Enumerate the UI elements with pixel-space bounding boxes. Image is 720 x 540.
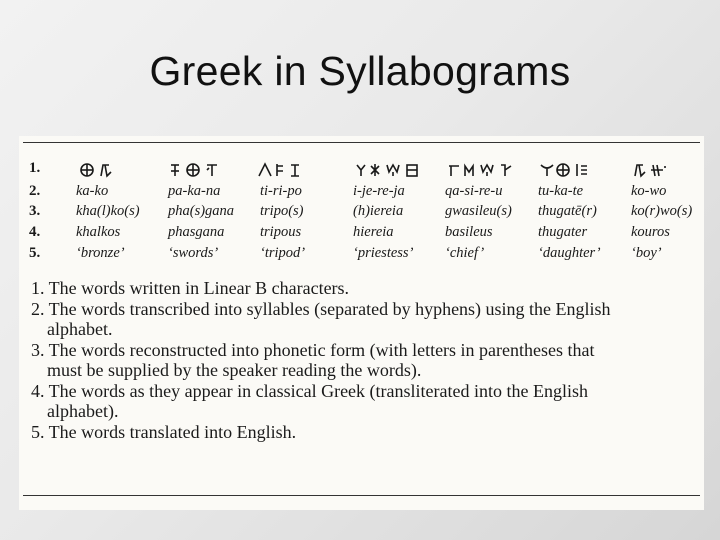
linear-b-glyphs-ka-ko [79, 162, 119, 178]
reconstructed-cell: gwasileu(s) [445, 203, 512, 219]
row-number: 4. [29, 224, 41, 240]
reconstructed-cell: (h)iereia [353, 203, 404, 219]
classical-cell: phasgana [168, 224, 225, 240]
classical-cell: tripous [260, 224, 302, 240]
english-cell: ‘boy’ [631, 245, 662, 261]
reconstructed-cell: thugatē(r) [538, 203, 597, 219]
linear-b-glyphs-tu-ka-te [539, 162, 603, 178]
note-text: 5. The words translated into English. [31, 421, 297, 442]
syllables-cell: qa-si-re-u [445, 183, 503, 199]
note-item [31, 340, 696, 381]
classical-cell: thugater [538, 224, 588, 240]
syllables-cell: i-je-re-ja [353, 183, 405, 199]
syllables-cell: ka-ko [76, 183, 109, 199]
row-number: 5. [29, 245, 41, 261]
classical-cell: kouros [631, 224, 670, 240]
note-text: 2. The words transcribed into syllables (separated by hyphens) using the English [31, 298, 611, 319]
row-explanations-list [31, 278, 696, 442]
linear-b-glyphs-ko-wo [633, 162, 677, 178]
note-text: 1. The words written in Linear B characters. [31, 278, 350, 298]
row-number: 2. [29, 183, 41, 199]
english-cell: ‘daughter’ [538, 245, 601, 261]
note-text-continued: must be supplied by the speaker reading the words). [47, 360, 422, 380]
row-number: 1. [29, 160, 41, 176]
row-linear-b [19, 160, 704, 180]
classical-cell: basileus [445, 224, 493, 240]
reconstructed-cell: pha(s)gana [168, 203, 235, 219]
english-cell: ‘tripod’ [260, 245, 306, 261]
syllables-cell: tu-ka-te [538, 183, 584, 199]
syllables-cell: pa-ka-na [168, 183, 221, 199]
bottom-rule [23, 495, 700, 496]
english-cell: ‘priestess’ [353, 245, 414, 261]
scanned-table-figure [19, 136, 704, 510]
note-text: 3. The words reconstructed into phonetic form (with letters in parentheses that [31, 339, 595, 360]
note-item [31, 299, 696, 340]
note-item [31, 422, 696, 443]
reconstructed-cell: kha(l)ko(s) [76, 203, 140, 219]
english-cell: ‘bronze’ [76, 245, 125, 261]
reconstructed-cell: tripo(s) [260, 203, 304, 219]
row-english [19, 245, 704, 265]
classical-cell: khalkos [76, 224, 121, 240]
syllables-cell: ko-wo [631, 183, 667, 199]
english-cell: ‘swords’ [168, 245, 219, 261]
note-item [31, 381, 696, 422]
row-reconstructed [19, 203, 704, 223]
note-item [31, 278, 696, 299]
row-syllables [19, 183, 704, 203]
top-rule [23, 142, 700, 143]
linear-b-glyphs-ti-ri-po [257, 162, 307, 178]
note-text-continued: alphabet). [47, 401, 119, 421]
classical-cell: hiereia [353, 224, 394, 240]
reconstructed-cell: ko(r)wo(s) [631, 203, 693, 219]
syllables-cell: ti-ri-po [260, 183, 302, 199]
linear-b-glyphs-i-je-re-ja [355, 162, 425, 178]
linear-b-glyphs-qa-si-re-u [447, 162, 519, 178]
note-text: 4. The words as they appear in classical Greek (transliterated into the English [31, 380, 588, 401]
row-classical-greek [19, 224, 704, 244]
slide-title: Greek in Syllabograms [149, 48, 571, 94]
note-text-continued: alphabet. [47, 319, 113, 339]
english-cell: ‘chief’ [445, 245, 485, 261]
row-number: 3. [29, 203, 41, 219]
linear-b-glyphs-pa-ka-na [169, 162, 229, 178]
